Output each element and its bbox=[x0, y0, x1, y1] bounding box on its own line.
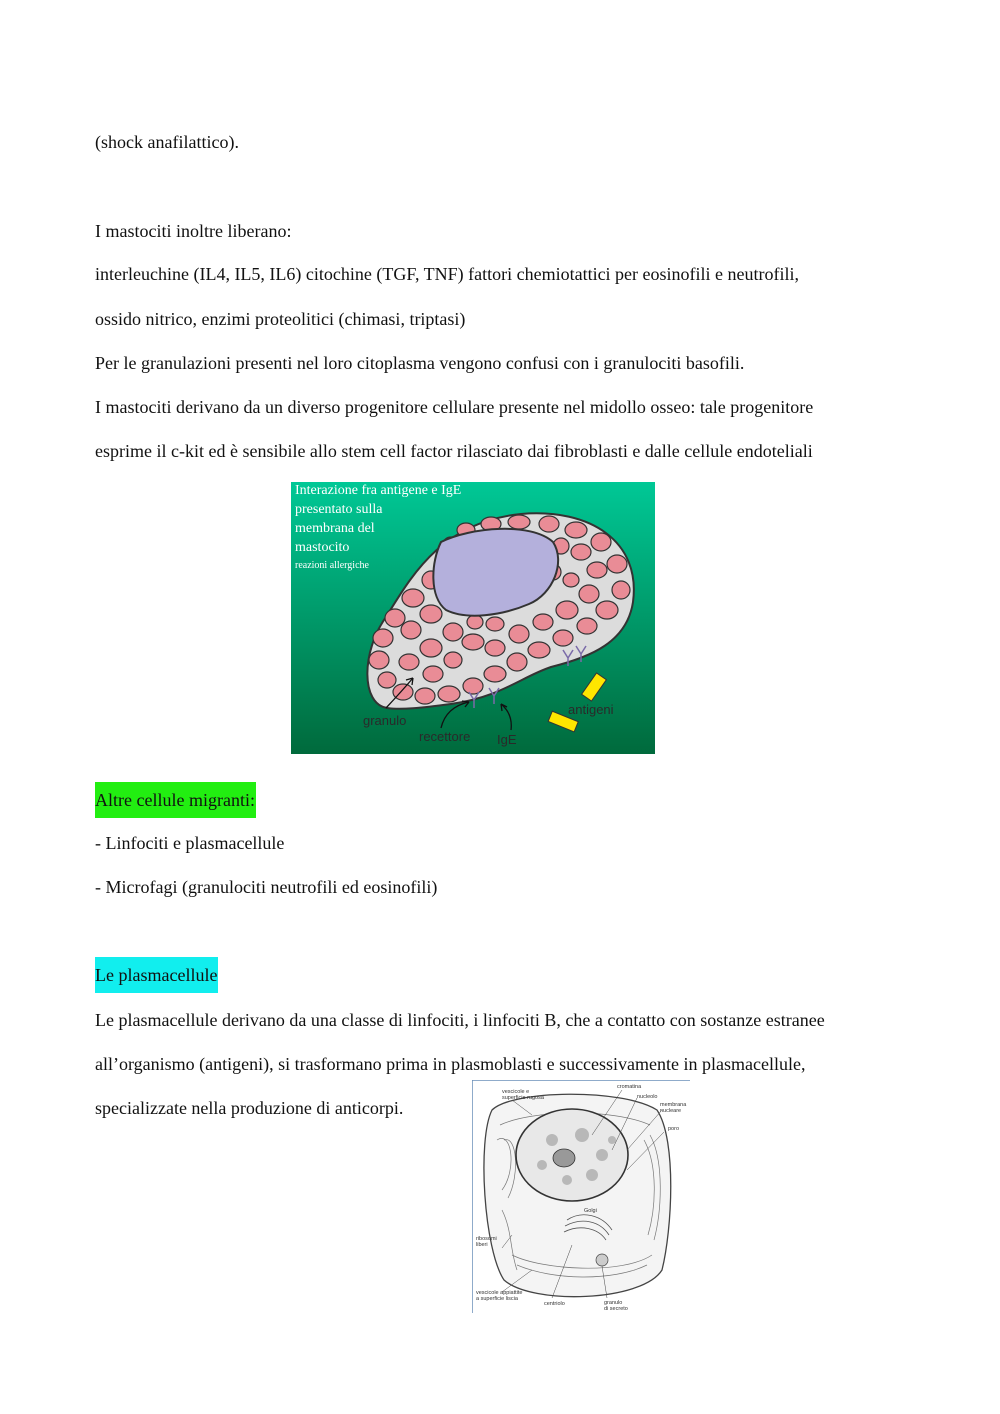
paragraph-mastociti-liberano: I mastociti inoltre liberano: bbox=[95, 221, 292, 241]
label-vescicole-liscia-1: vescicole appiattite bbox=[476, 1290, 523, 1296]
label-membrana-2: nucleare bbox=[660, 1108, 682, 1114]
paragraph-plasma-2: all’organismo (antigeni), si trasformano prima in plasmoblasti e successivamente in plasmacellule, bbox=[95, 1054, 806, 1074]
figure-caption-line-1: Interazione fra antigene e IgE bbox=[295, 483, 462, 498]
granule bbox=[369, 651, 389, 669]
label-granulo-secreto-1: granulo bbox=[604, 1300, 623, 1306]
label-nucleolo: nucleolo bbox=[637, 1094, 658, 1100]
granule bbox=[587, 562, 607, 578]
granule bbox=[443, 623, 463, 641]
granule bbox=[507, 653, 527, 671]
granule bbox=[378, 672, 396, 688]
secretory-granule bbox=[596, 1254, 608, 1266]
label-centriolo: centriolo bbox=[544, 1301, 565, 1307]
figure-caption-line-3: membrana del bbox=[295, 521, 375, 536]
granule bbox=[385, 609, 405, 627]
plasma-nucleolus bbox=[553, 1149, 575, 1167]
label-vescicole-rugosa-2: superficie rugosa bbox=[502, 1095, 544, 1101]
granule bbox=[444, 652, 462, 668]
figure-caption-line-2: presentato sulla bbox=[295, 502, 383, 517]
granule bbox=[463, 678, 483, 694]
label-poro: poro bbox=[668, 1126, 680, 1132]
paragraph-ossido-nitrico: ossido nitrico, enzimi proteolitici (chimasi, triptasi) bbox=[95, 309, 466, 329]
heading-altre-cellule-text: Altre cellule migranti: bbox=[95, 782, 256, 818]
granule bbox=[420, 605, 442, 623]
granule bbox=[556, 601, 578, 619]
granule bbox=[509, 625, 529, 643]
granule bbox=[420, 639, 442, 657]
granule bbox=[484, 666, 506, 682]
granule bbox=[577, 618, 597, 634]
granule bbox=[533, 614, 553, 630]
label-vescicole-rugosa-1: vescicole e bbox=[502, 1089, 530, 1095]
paragraph-plasma-1: Le plasmacellule derivano da una classe di linfociti, i linfociti B, che a contatto con sostanze estranee bbox=[95, 1010, 825, 1030]
granule bbox=[607, 555, 627, 573]
paragraph-shock: (shock anafilattico). bbox=[95, 132, 239, 152]
granule bbox=[591, 533, 611, 551]
granule bbox=[467, 615, 483, 629]
label-ribosomi-2: liberi bbox=[476, 1242, 488, 1248]
label-vescicole-liscia-2: a superficie liscia bbox=[476, 1296, 518, 1302]
figure-caption-small: reazioni allergiche bbox=[295, 560, 369, 571]
granule bbox=[571, 544, 591, 560]
granule bbox=[508, 515, 530, 529]
granule bbox=[438, 686, 460, 702]
granule bbox=[539, 516, 559, 532]
granule bbox=[528, 642, 550, 658]
paragraph-plasma-3: specializzate nella produzione di anticorpi. bbox=[95, 1098, 404, 1118]
label-membrana-1: membrana bbox=[660, 1102, 687, 1108]
granule bbox=[423, 666, 443, 682]
granule bbox=[401, 621, 421, 639]
list-item-microfagi: - Microfagi (granulociti neutrofili ed eosinofili) bbox=[95, 877, 438, 897]
granule bbox=[553, 630, 573, 646]
granule bbox=[485, 640, 505, 656]
paragraph-interleuchine: interleuchine (IL4, IL5, IL6) citochine (TGF, TNF) fattori chemiotattici per eosinofili e neutrofili, bbox=[95, 264, 800, 284]
granule bbox=[399, 654, 419, 670]
figure-caption-line-4: mastocito bbox=[295, 540, 350, 555]
paragraph-granulazioni: Per le granulazioni presenti nel loro citoplasma vengono confusi con i granulociti basofili. bbox=[95, 353, 745, 373]
label-ige: IgE bbox=[497, 732, 517, 747]
paragraph-progenitore: I mastociti derivano da un diverso progenitore cellulare presente nel midollo osseo: tale progenitore bbox=[95, 397, 814, 417]
granule bbox=[373, 629, 393, 647]
granule bbox=[462, 634, 484, 650]
label-golgi: Golgi bbox=[584, 1208, 597, 1214]
list-item-linfociti: - Linfociti e plasmacellule bbox=[95, 833, 285, 853]
label-antigeni: antigeni bbox=[568, 702, 614, 717]
granule bbox=[486, 617, 504, 631]
label-ribosomi-1: ribosomi bbox=[476, 1236, 497, 1242]
label-granulo-secreto-2: di secreto bbox=[604, 1306, 628, 1312]
granule bbox=[402, 589, 424, 607]
heading-plasmacellule-text: Le plasmacellule bbox=[95, 957, 218, 993]
mast-cell-figure bbox=[291, 482, 655, 754]
heading-plasmacellule bbox=[95, 963, 218, 987]
label-recettore: recettore bbox=[419, 729, 471, 744]
granule bbox=[565, 522, 587, 538]
granule bbox=[415, 688, 435, 704]
granule bbox=[596, 601, 618, 619]
plasma-cell-figure bbox=[472, 1080, 690, 1313]
granule bbox=[563, 573, 579, 587]
heading-altre-cellule bbox=[95, 788, 256, 812]
label-cromatina: cromatina bbox=[617, 1084, 642, 1090]
label-granulo: granulo bbox=[363, 713, 407, 728]
granule bbox=[612, 581, 630, 599]
paragraph-c-kit: esprime il c-kit ed è sensibile allo stem cell factor rilasciato dai fibroblasti e dalle cellule endoteliali bbox=[95, 441, 813, 461]
granule bbox=[579, 585, 599, 603]
